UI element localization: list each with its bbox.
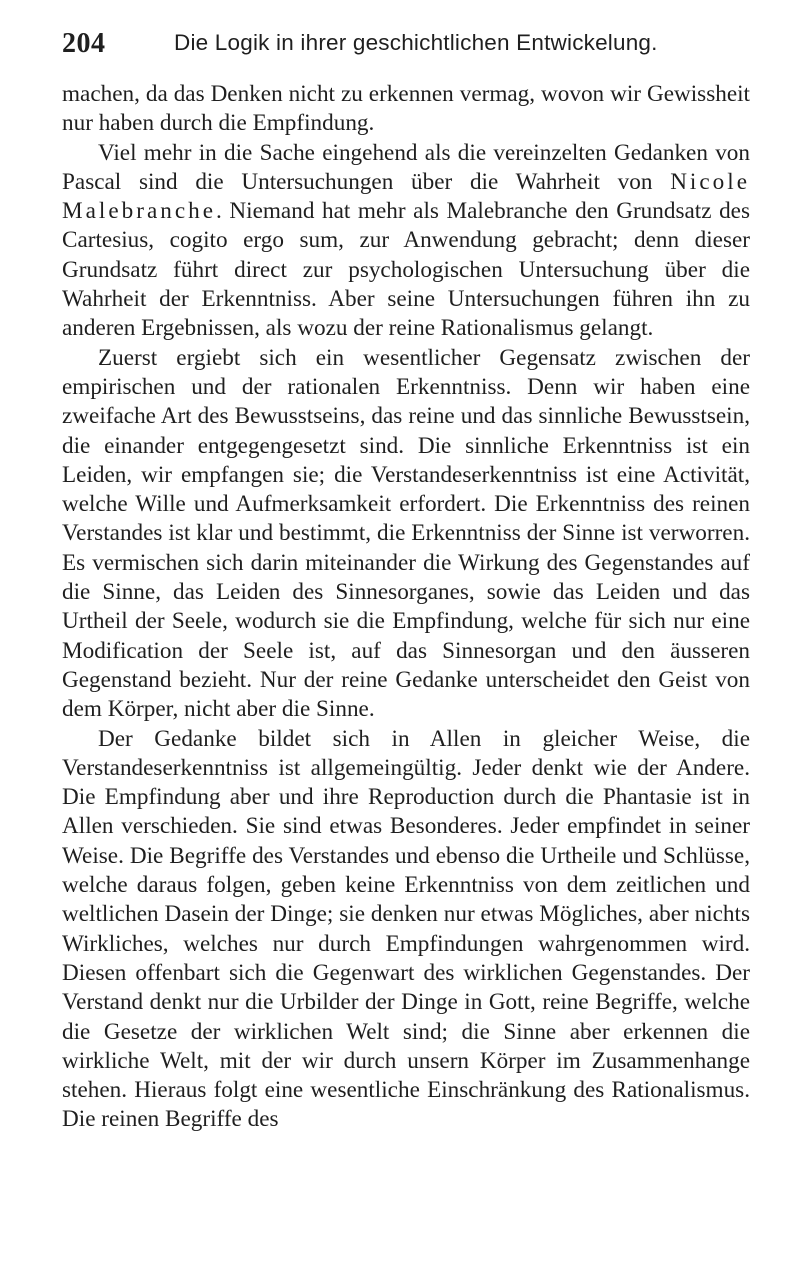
paragraph-text: Viel mehr in die Sache eingehend als die vereinzelten Gedanken von Pascal sind die Untersuchungen über die Wahrheit von	[62, 139, 750, 195]
page-number: 204	[62, 28, 106, 59]
paragraph	[62, 344, 750, 725]
paragraph	[62, 80, 750, 139]
body-text	[62, 80, 750, 1135]
paragraph-text: . Niemand hat mehr als Malebranche den Grundsatz des Cartesius, cogito ergo sum, zur Anwendung gebracht; denn dieser Grundsatz führt direct zur psychologischen Untersuchung über die Wahrheit der Erkenntniss. Aber seine Untersuchungen führen ihn zu anderen Ergebnissen, als wozu der reine Rationalismus gelangt.	[62, 198, 750, 342]
paragraph-text: Der Gedanke bildet sich in Allen in gleicher Weise, die Verstandeserkenntniss ist allgemeingültig. Jeder denkt wie der Andere. Die Empfindung aber und ihre Reproduction durch die Phantasie ist in Allen verschieden. Sie sind etwas Besonderes. Jeder empfindet in seiner Weise. Die Begriffe des Verstandes und ebenso die Urtheile und Schlüsse, welche daraus folgen, geben keine Erkenntniss von dem zeitlichen und weltlichen Dasein der Dinge; sie denken nur etwas Mögliches, aber nichts Wirkliches, welches nur durch Empfindungen wahrgenommen wird. Diesen offenbart sich die Gegenwart des wirklichen Gegenstandes. Der Verstand denkt nur die Urbilder der Dinge in Gott, reine Begriffe, welche die Gesetze der wirklichen Welt sind; die Sinne aber erkennen die wirkliche Welt, mit der wir durch unsern Körper im Zusammenhange stehen. Hieraus folgt eine wesentliche Einschränkung des Rationalismus. Die reinen Begriffe des	[62, 725, 750, 1133]
paragraph	[62, 725, 750, 1135]
paragraph	[62, 139, 750, 344]
paragraph-text: machen, da das Denken nicht zu erkennen vermag, wovon wir Gewissheit nur haben durch die Empfindung.	[62, 81, 750, 137]
page-header	[62, 26, 750, 66]
paragraph-text: Zuerst ergiebt sich ein wesentlicher Gegensatz zwischen der empirischen und der rationalen Erkenntniss. Denn wir haben eine zweifache Art des Bewusstseins, das reine und das sinnliche Bewusstsein, die einander entgegengesetzt sind. Die sinnliche Erkenntniss ist ein Leiden, wir empfangen sie; die Verstandeserkenntniss ist eine Activität, welche Wille und Aufmerksamkeit erfordert. Die Erkenntniss des reinen Verstandes ist klar und bestimmt, die Erkenntniss der Sinne ist verworren. Es vermischen sich darin miteinander die Wirkung des Gegenstandes auf die Sinne, das Leiden des Sinnesorganes, sowie das Leiden und das Urtheil der Seele, wodurch sie die Empfindung, welche für sich nur eine Modification der Seele ist, auf das Sinnesorgan und den äusseren Gegenstand bezieht. Nur der reine Gedanke unterscheidet den Geist von dem Körper, nicht aber die Sinne.	[62, 344, 750, 723]
running-head: Die Logik in ihrer geschichtlichen Entwickelung.	[174, 30, 658, 55]
author-name: Nicole Malebranche	[62, 168, 750, 225]
